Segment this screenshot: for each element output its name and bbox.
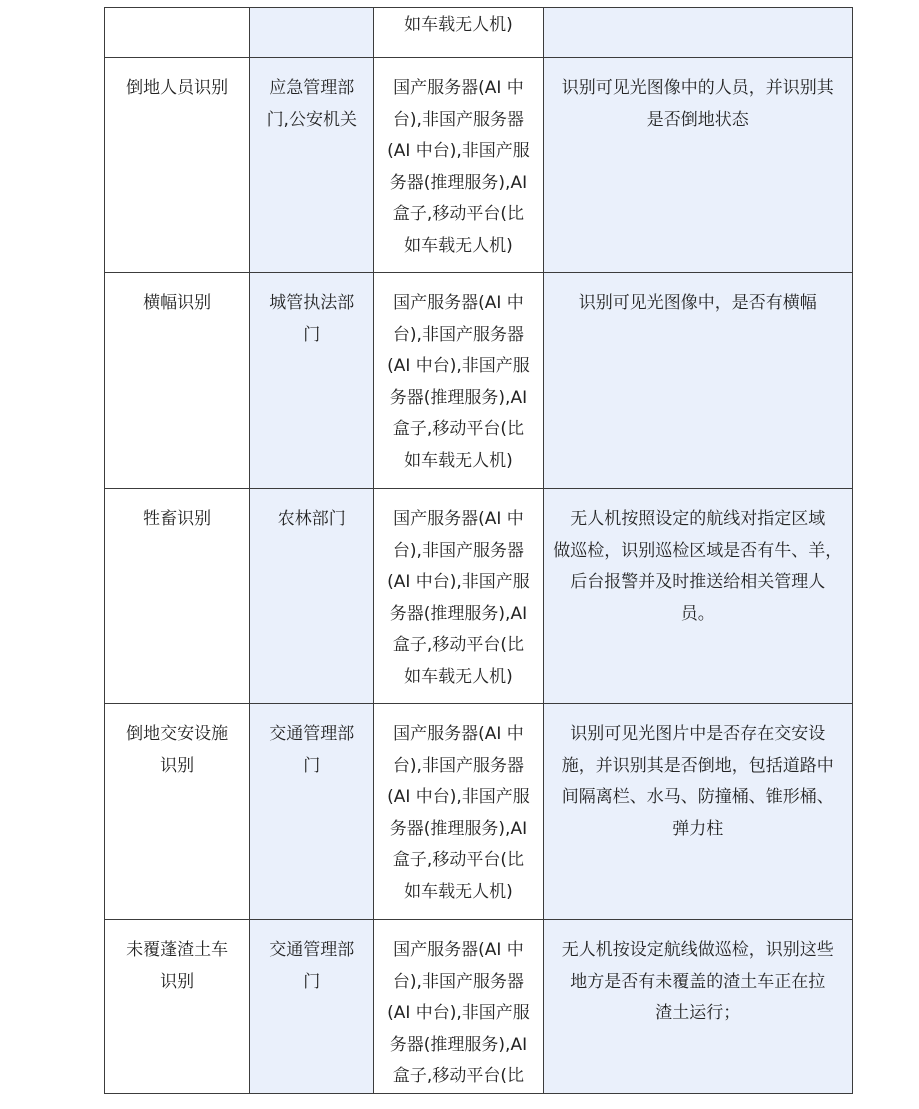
table-row — [105, 489, 853, 704]
cell-description — [543, 8, 852, 58]
cell-description: 识别可见光图片中是否存在交安设 施，并识别其是否倒地，包括道路中 间隔离栏、水马、防撞桶、锥形桶、 弹力柱 — [543, 704, 852, 920]
cell-department: 交通管理部 门 — [250, 920, 374, 1094]
cell-name: 倒地人员识别 — [105, 58, 250, 273]
cell-deployment: 国产服务器(AI 中 台),非国产服务器 (AI 中台),非国产服 务器(推理服务),AI 盒子,移动平台(比 — [374, 920, 543, 1094]
cell-description: 无人机按照设定的航线对指定区域 做巡检，识别巡检区域是否有牛、羊， 后台报警并及时推送给相关管理人 员。 — [543, 489, 852, 704]
cell-deployment: 国产服务器(AI 中 台),非国产服务器 (AI 中台),非国产服 务器(推理服务),AI 盒子,移动平台(比 如车载无人机) — [374, 273, 543, 489]
cell-name — [105, 8, 250, 58]
cell-deployment: 国产服务器(AI 中 台),非国产服务器 (AI 中台),非国产服 务器(推理服务),AI 盒子,移动平台(比 如车载无人机) — [374, 704, 543, 920]
cell-name: 倒地交安设施 识别 — [105, 704, 250, 920]
cell-deployment: 国产服务器(AI 中 台),非国产服务器 (AI 中台),非国产服 务器(推理服务),AI 盒子,移动平台(比 如车载无人机) — [374, 58, 543, 273]
cell-deployment: 国产服务器(AI 中 台),非国产服务器 (AI 中台),非国产服 务器(推理服务),AI 盒子,移动平台(比 如车载无人机) — [374, 489, 543, 704]
cell-deployment: 如车载无人机) — [374, 8, 543, 58]
cell-department: 城管执法部 门 — [250, 273, 374, 489]
cell-department: 交通管理部 门 — [250, 704, 374, 920]
table-row — [105, 704, 853, 920]
table-row — [105, 8, 853, 58]
cell-name: 牲畜识别 — [105, 489, 250, 704]
cell-description: 无人机按设定航线做巡检，识别这些 地方是否有未覆盖的渣土车正在拉 渣土运行； — [543, 920, 852, 1094]
cell-name: 未覆蓬渣土车 识别 — [105, 920, 250, 1094]
cell-name: 横幅识别 — [105, 273, 250, 489]
table-row — [105, 920, 853, 1094]
cell-description: 识别可见光图像中的人员，并识别其 是否倒地状态 — [543, 58, 852, 273]
cell-department: 农林部门 — [250, 489, 374, 704]
table-row — [105, 58, 853, 273]
cell-department — [250, 8, 374, 58]
cell-description: 识别可见光图像中，是否有横幅 — [543, 273, 852, 489]
table-row — [105, 273, 853, 489]
detection-capability-table — [104, 7, 853, 1094]
cell-department: 应急管理部 门,公安机关 — [250, 58, 374, 273]
